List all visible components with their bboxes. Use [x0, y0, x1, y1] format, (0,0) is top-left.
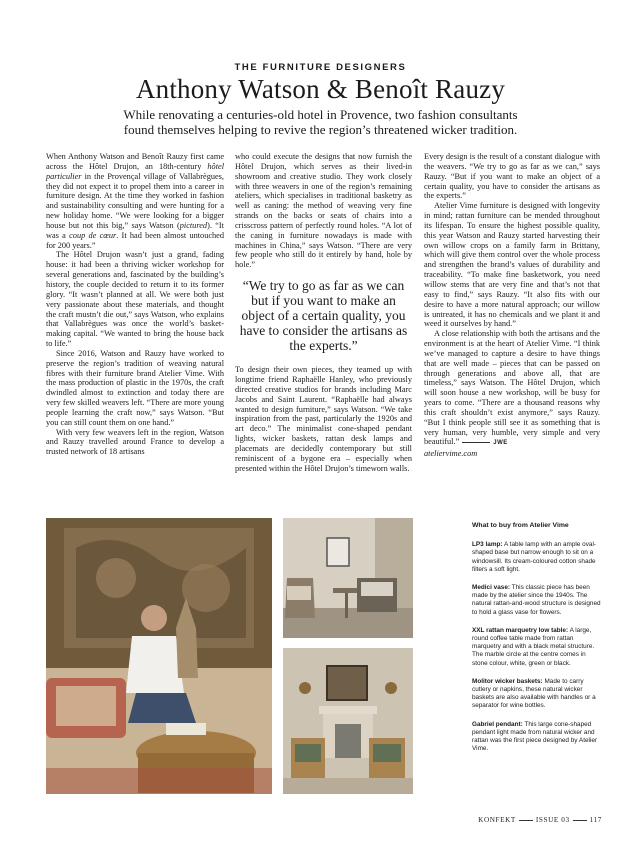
- sidebar-item: LP3 lamp: A table lamp with an ample oval-shaped base but narrow enough to sit on a windowsill. Its cream-coloured cotton shade filters a soft light.: [472, 541, 596, 573]
- page-footer: [470, 816, 602, 824]
- fireplace-illustration: [283, 648, 413, 794]
- end-rule: [462, 442, 490, 443]
- footer-rule: [519, 820, 533, 821]
- paragraph: With very few weavers left in the region, Watson and Rauzy travelled around France to develop a trusted network of 18 artisans: [46, 427, 224, 457]
- sidebar-item: Molitor wicker baskets: Made to carry cutlery or napkins, these natural wicker baskets are also available with handles or a separator for wine bottles.: [472, 677, 596, 710]
- portrait-illustration: [46, 518, 272, 794]
- designer-portrait-photo: [46, 518, 272, 794]
- paragraph: To design their own pieces, they teamed up with longtime friend Raphaëlle Hanley, who previously directed creative studios for brands including Marc Jacobs and Saint Laurent. “Raphaëlle had always wanted to design furniture,” says Watson. “We take inspiration from the past, particularly the 1920s and art deco.” The minimalist cone-shaped pendant lights, wicker baskets, rattan desk lamps and placemats are decidedly contemporary but still reminiscent of a bygone era – especially when presented within the Hôtel Drujon’s timeworn walls.: [235, 365, 412, 473]
- paragraph: Atelier Vime furniture is designed with longevity in mind; rattan furniture can be mended throughout its lifespan. To ensure the highest possible quality, this year Watson and Rauzy started harvesting their own willow crops on a family farm in Brittany, which will give them control over the whole process and strengthen the brand’s values of durability and traceability. “To make fine basketwork, you need willow stems that are very fine and that’s not that easy to find,” says Rauzy. “It also fits with our desire to have a more natural approach; our willow is untreated, it has no chemicals and we plant it and weed it ourselves by hand.”: [424, 201, 600, 329]
- shopping-sidebar: [472, 522, 602, 763]
- pull-quote: “We try to go as far as we can but if you want to make an object of a certain quality, you have to consider the artisans as the experts.”: [239, 278, 408, 354]
- website-link[interactable]: ateliervime.com: [424, 449, 478, 459]
- sidebar-item: Medici vase: This classic piece has been made by the atelier since the 1940s. The natural rattan-and-wood structure is designed to hold a glass vase for flowers.: [472, 584, 601, 616]
- paragraph: A close relationship with both the artisans and the environment is at the heart of Atelier Vime. “I think we’ve managed to capture a desire to have things that are well made – pieces that can be passed on through generations and above all, that are timeless,” says Watson. The Hôtel Drujon, which will soon house a new workshop, will be busy for years to come. “There are a thousand reasons why this craft shouldn’t exist anymore,” says Rauzy. “But I think people still see it as something that is very human, very humble, very simple and very beautiful.” JWE: [424, 329, 600, 447]
- magazine-name: KONFEKT: [478, 816, 516, 824]
- sidebar-item: Gabriel pendant: This large cone-shaped pendant light made from natural wicker and rattan was the first piece designed by Atelier Vime.: [472, 720, 598, 753]
- body-column-1: [46, 152, 224, 457]
- sidebar-item: XXL rattan marquetry low table: A large, round coffee table made from rattan marquetry and with a black metal structure. The marble circle at the centre comes in stone colour, white, green or black.: [472, 626, 595, 667]
- body-column-2: [235, 152, 412, 473]
- section-kicker: THE FURNITURE DESIGNERS: [234, 62, 407, 73]
- paragraph: Every design is the result of a constant dialogue with the weavers. “We try to go as far as we can,” says Rauzy. “But if you want to make an object of a certain quality, you have to consider the artisans as the experts.”: [424, 152, 600, 201]
- article-title: Anthony Watson & Benoît Rauzy: [135, 74, 506, 104]
- article-deck: While renovating a centuries-old hotel in Provence, two fashion consultants found themselves helping to revive the region’s threatened wicker tradition.: [123, 107, 518, 137]
- body-column-3: [424, 152, 600, 459]
- author-initials: JWE: [493, 440, 508, 447]
- footer-rule: [573, 820, 587, 821]
- interior-photo-chairs: [283, 518, 413, 638]
- paragraph: Since 2016, Watson and Rauzy have worked to preserve the region’s tradition of weaving natural fibres with their furniture brand Atelier Vime. With the mass production of plastic in the 1970s, the craft dwindled almost to extinction and today there are very few skilled weavers left. “There are more young people learning the craft now,” says Watson. “But you can still count them on one hand.”: [46, 348, 224, 427]
- paragraph: who could execute the designs that now furnish the Hôtel Drujon, which serves as their lived-in showroom and creative studio. They work closely with three weavers in one of the region’s remaining ateliers, which specialises in traditional basketry as well as caning: the method of weaving very fine strands on the backs or seats of chairs into a crisscross pattern of perfectly round holes. “A lot of the caning in furniture nowadays is made with machines in China,” says Watson. “There are very few people who still do it entirely by hand, hole by hole.”: [235, 152, 412, 270]
- paragraph: The Hôtel Drujon wasn’t just a grand, fading house: it had been a thriving wicker workshop for several generations and, fascinated by the building’s history, the couple decided to return it to its former glory. “It wasn’t planned at all. We were both just very passionate about these materials, and thought the craft mustn’t die out,” says Watson, who explains that Vallabrègues was once the world’s basket-making capital. “We wanted to bring the house back to life.”: [46, 250, 224, 349]
- sidebar-heading: What to buy from Atelier Vime: [472, 522, 569, 529]
- interior-photo-fireplace: [283, 648, 413, 794]
- issue-number: ISSUE 03: [535, 816, 570, 824]
- paragraph: When Anthony Watson and Benoît Rauzy first came across the Hôtel Drujon, an 18th-century hôtel particulier in the Provençal village of Vallabrègues, they did not expect it to propel them into a career in furniture design. At the time they worked in fashion and sustainability consulting and were hunting for a new holiday home. “We were looking for a bigger house but not this big,” says Watson (pictured). “It was a coup de cœur. It had been almost untouched for 200 years.”: [46, 152, 225, 250]
- page-number: 117: [589, 816, 602, 824]
- interior-illustration: [283, 518, 413, 638]
